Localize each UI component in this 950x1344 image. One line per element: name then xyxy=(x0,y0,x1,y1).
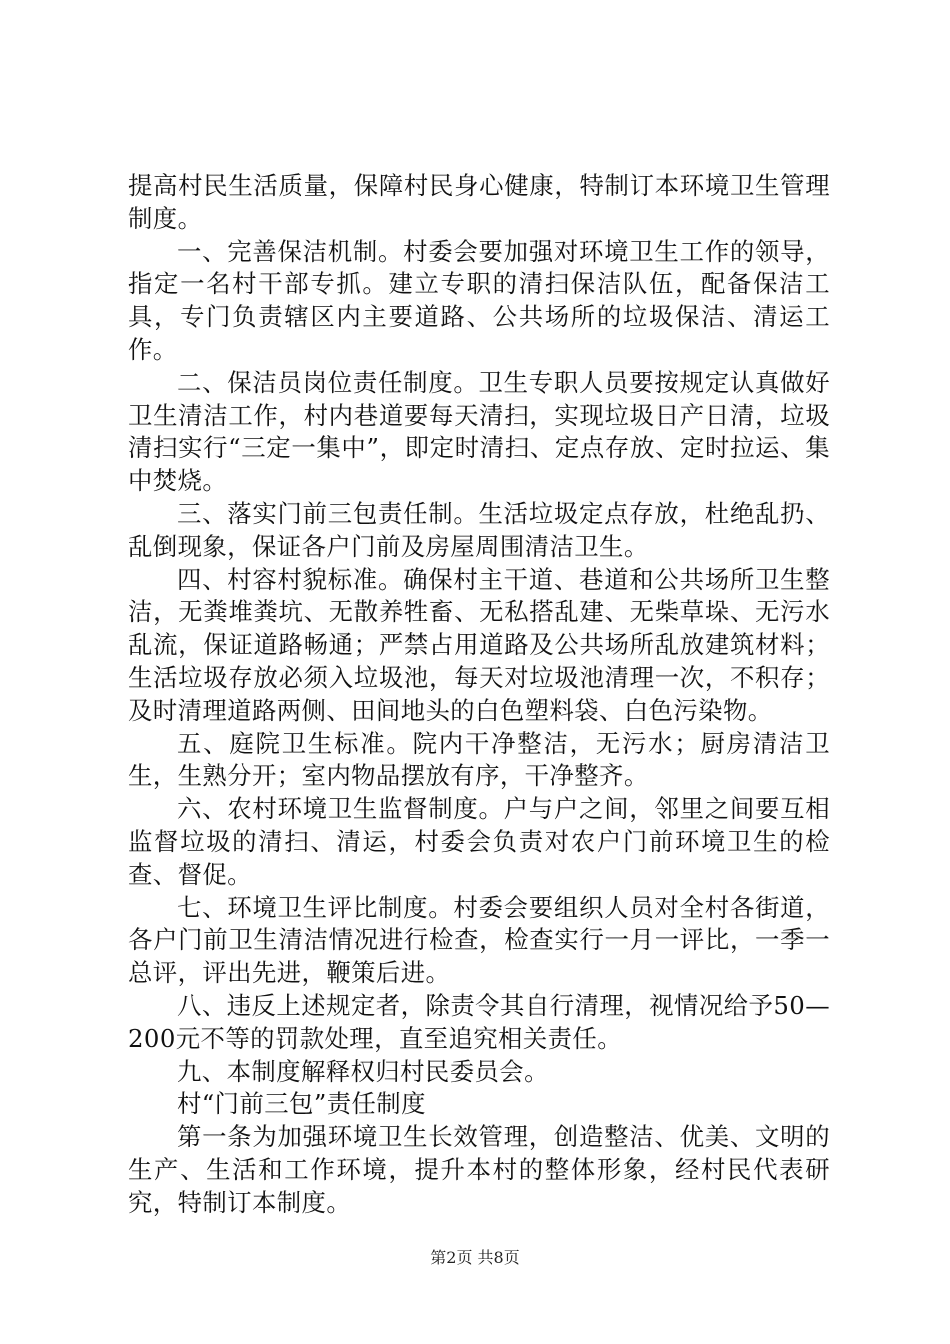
paragraph-article-1: 第一条为加强环境卫生长效管理，创造整洁、优美、文明的生产、生活和工作环境，提升本村的整体形象，经村民代表研究，特制订本制度。 xyxy=(128,1122,830,1217)
paragraph-clause-5: 五、庭院卫生标准。院内干净整洁，无污水；厨房清洁卫生，生熟分开；室内物品摆放有序，干净整齐。 xyxy=(128,728,830,791)
paragraph-clause-9: 九、本制度解释权归村民委员会。 xyxy=(177,1056,549,1086)
paragraph-clause-7: 七、环境卫生评比制度。村委会要组织人员对全村各街道，各户门前卫生清洁情况进行检查，检查实行一月一评比，一季一总评，评出先进，鞭策后进。 xyxy=(128,892,830,988)
paragraph-clause-1: 一、完善保洁机制。村委会要加强对环境卫生工作的领导，指定一名村干部专抓。建立专职的清扫保洁队伍，配备保洁工具，专门负责辖区内主要道路、公共场所的垃圾保洁、清运工作。 xyxy=(128,236,830,364)
document-body xyxy=(128,170,830,1220)
paragraph-clause-2: 二、保洁员岗位责任制度。卫生专职人员要按规定认真做好卫生清洁工作，村内巷道要每天清扫，实现垃圾日产日清，垃圾清扫实行“三定一集中”，即定时清扫、定点存放、定时拉运、集中焚烧。 xyxy=(128,367,830,496)
paragraph-clause-6: 六、农村环境卫生监督制度。户与户之间，邻里之间要互相监督垃圾的清扫、清运，村委会负责对农户门前环境卫生的检查、督促。 xyxy=(128,794,830,889)
page-footer: 第2页 共8页 xyxy=(430,1248,520,1267)
paragraph-intro-continuation: 提高村民生活质量，保障村民身心健康，特制订本环境卫生管理制度。 xyxy=(128,171,830,233)
paragraph-clause-8: 八、违反上述规定者，除责令其自行清理，视情况给予50—200元不等的罚款处理，直至追究相关责任。 xyxy=(128,990,830,1053)
section-heading: 村“门前三包”责任制度 xyxy=(177,1089,426,1119)
paragraph-clause-3: 三、落实门前三包责任制。生活垃圾定点存放，杜绝乱扔、乱倒现象，保证各户门前及房屋周围清洁卫生。 xyxy=(128,498,830,561)
paragraph-clause-4: 四、村容村貌标准。确保村主干道、巷道和公共场所卫生整洁，无粪堆粪坑、无散养牲畜、无私搭乱建、无柴草垛、无污水乱流，保证道路畅通；严禁占用道路及公共场所乱放建筑材料；生活垃圾存放必须入垃圾池，每天对垃圾池清理一次，不积存；及时清理道路两侧、田间地头的白色塑料袋、白色污染物。 xyxy=(128,564,830,725)
